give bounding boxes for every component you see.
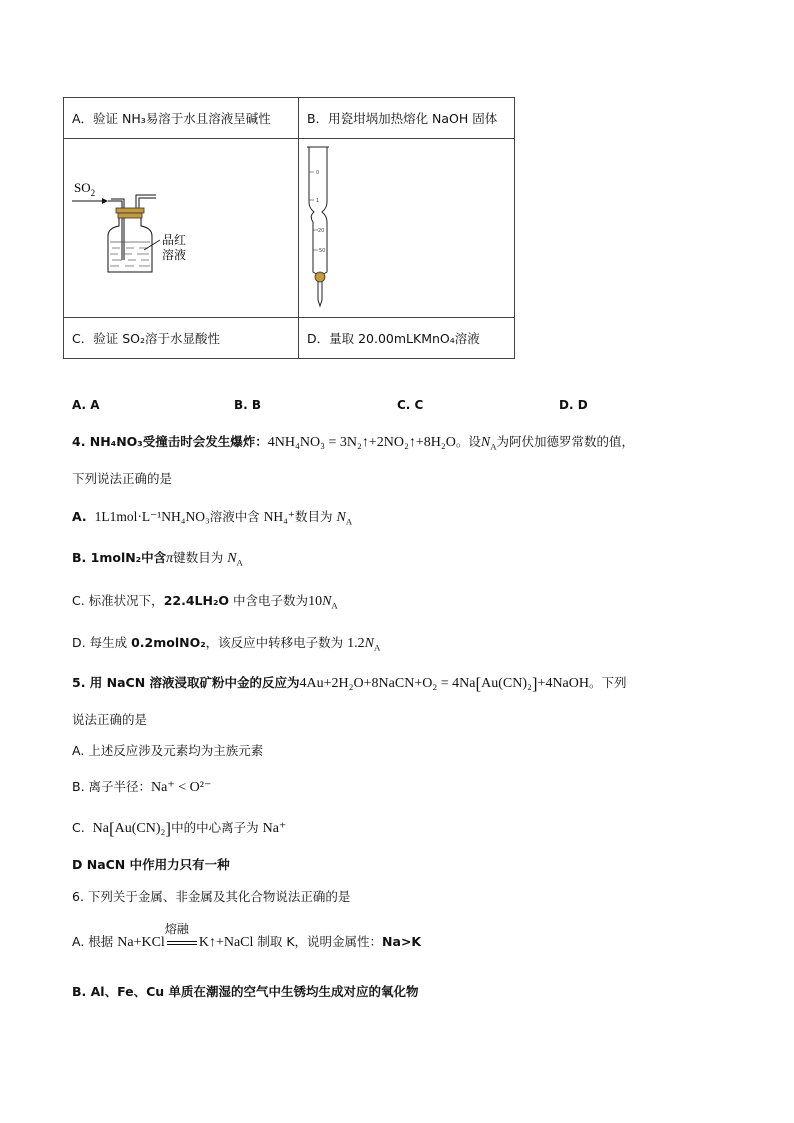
- bottle: [108, 218, 152, 272]
- cell-a-header: [63, 97, 299, 139]
- reagent-label-2: 溶液: [162, 248, 187, 262]
- tick-1: 1: [316, 198, 320, 204]
- q5-option-d: D NaCN 中作用力只有一种: [72, 857, 230, 872]
- q6-option-b: B. Al、Fe、Cu 单质在潮湿的空气中生锈均生成对应的氧化物: [72, 984, 419, 999]
- burette-tip: [318, 282, 322, 306]
- option-a-label: A．验证 NH₃易溶于水且溶液呈碱性: [72, 111, 271, 126]
- burette-figure: [300, 142, 340, 312]
- q5-option-b: B. 离子半径：Na⁺ < O²⁻: [72, 779, 212, 795]
- burette-body: [309, 147, 327, 276]
- stopcock: [315, 272, 325, 282]
- tick-0: 0: [316, 170, 320, 176]
- q4-option-c: C. 标准状况下，22.4LH₂O 中含电子数为$10N_A$: [72, 593, 338, 611]
- reagent-label-1: 品红: [162, 233, 187, 247]
- q6-stem: 6. 下列关于金属、非金属及其化合物说法正确的是: [72, 889, 351, 904]
- q6-option-a: A. 根据 Na+KCl 熔融 K↑+NaCl 制取 K，说明金属性：Na>K: [72, 921, 422, 950]
- stopper: [116, 208, 144, 213]
- option-c-label: C．验证 SO₂溶于水显酸性: [72, 331, 220, 346]
- q4-option-d: D. 每生成 0.2molNO₂，该反应中转移电子数为 $1.2N_A$: [72, 635, 381, 653]
- answer-a: A. A: [72, 398, 100, 412]
- tick-20: 20: [318, 228, 325, 234]
- reaction-condition-arrow: 熔融: [165, 936, 199, 950]
- answer-b: B. B: [234, 398, 262, 412]
- q5-stem: 5. 用 NaCN 溶液浸取矿粉中金的反应为4Au+2H₂O+8NaCN+O₂ = 4Na[Au(CN)₂]+4NaOH。下列: [72, 674, 627, 693]
- q4-option-b: B. 1molN₂中含π键数目为 $N_A$: [72, 550, 243, 568]
- option-d-label: D．量取 20.00mLKMnO₄溶液: [307, 331, 480, 346]
- option-b-label: B．用瓷坩埚加热熔化 NaOH 固体: [307, 111, 498, 126]
- q4-option-a: A. 1L1mol·L⁻¹NH₄NO₃溶液中含 NH₄⁺数目为 $N_A$: [72, 509, 353, 527]
- q4-equation: 4NH₄NO₃ = 3N₂↑+2NO₂↑+8H₂O: [267, 435, 456, 450]
- answer-d: D. D: [559, 398, 588, 412]
- cell-c-footer: [63, 317, 299, 359]
- gas-label: $SO_2$: [74, 180, 96, 198]
- answer-c: C. C: [397, 398, 424, 412]
- tick-50: 50: [319, 248, 326, 254]
- q5-option-a: A. 上述反应涉及元素均为主族元素: [72, 743, 264, 758]
- q5-stem-line2: 说法正确的是: [72, 712, 148, 727]
- q4-stem: 4. NH₄NO₃受撞击时会发生爆炸：4NH₄NO₃ = 3N₂↑+2NO₂↑+8H₂O。设$N_A$为阿伏加德罗常数的值，: [72, 434, 635, 452]
- q5-equation: 4Au+2H₂O+8NaCN+O₂ = 4Na[Au(CN)₂]+4NaOH: [299, 674, 589, 693]
- q5-option-c: C. Na[Au(CN)₂]中的中心离子为 Na⁺: [72, 819, 287, 838]
- q4-stem-line2: 下列说法正确的是: [72, 471, 173, 486]
- cell-d-footer: [298, 317, 515, 359]
- cell-b-header: [298, 97, 515, 139]
- gas-bottle-figure: [64, 170, 224, 280]
